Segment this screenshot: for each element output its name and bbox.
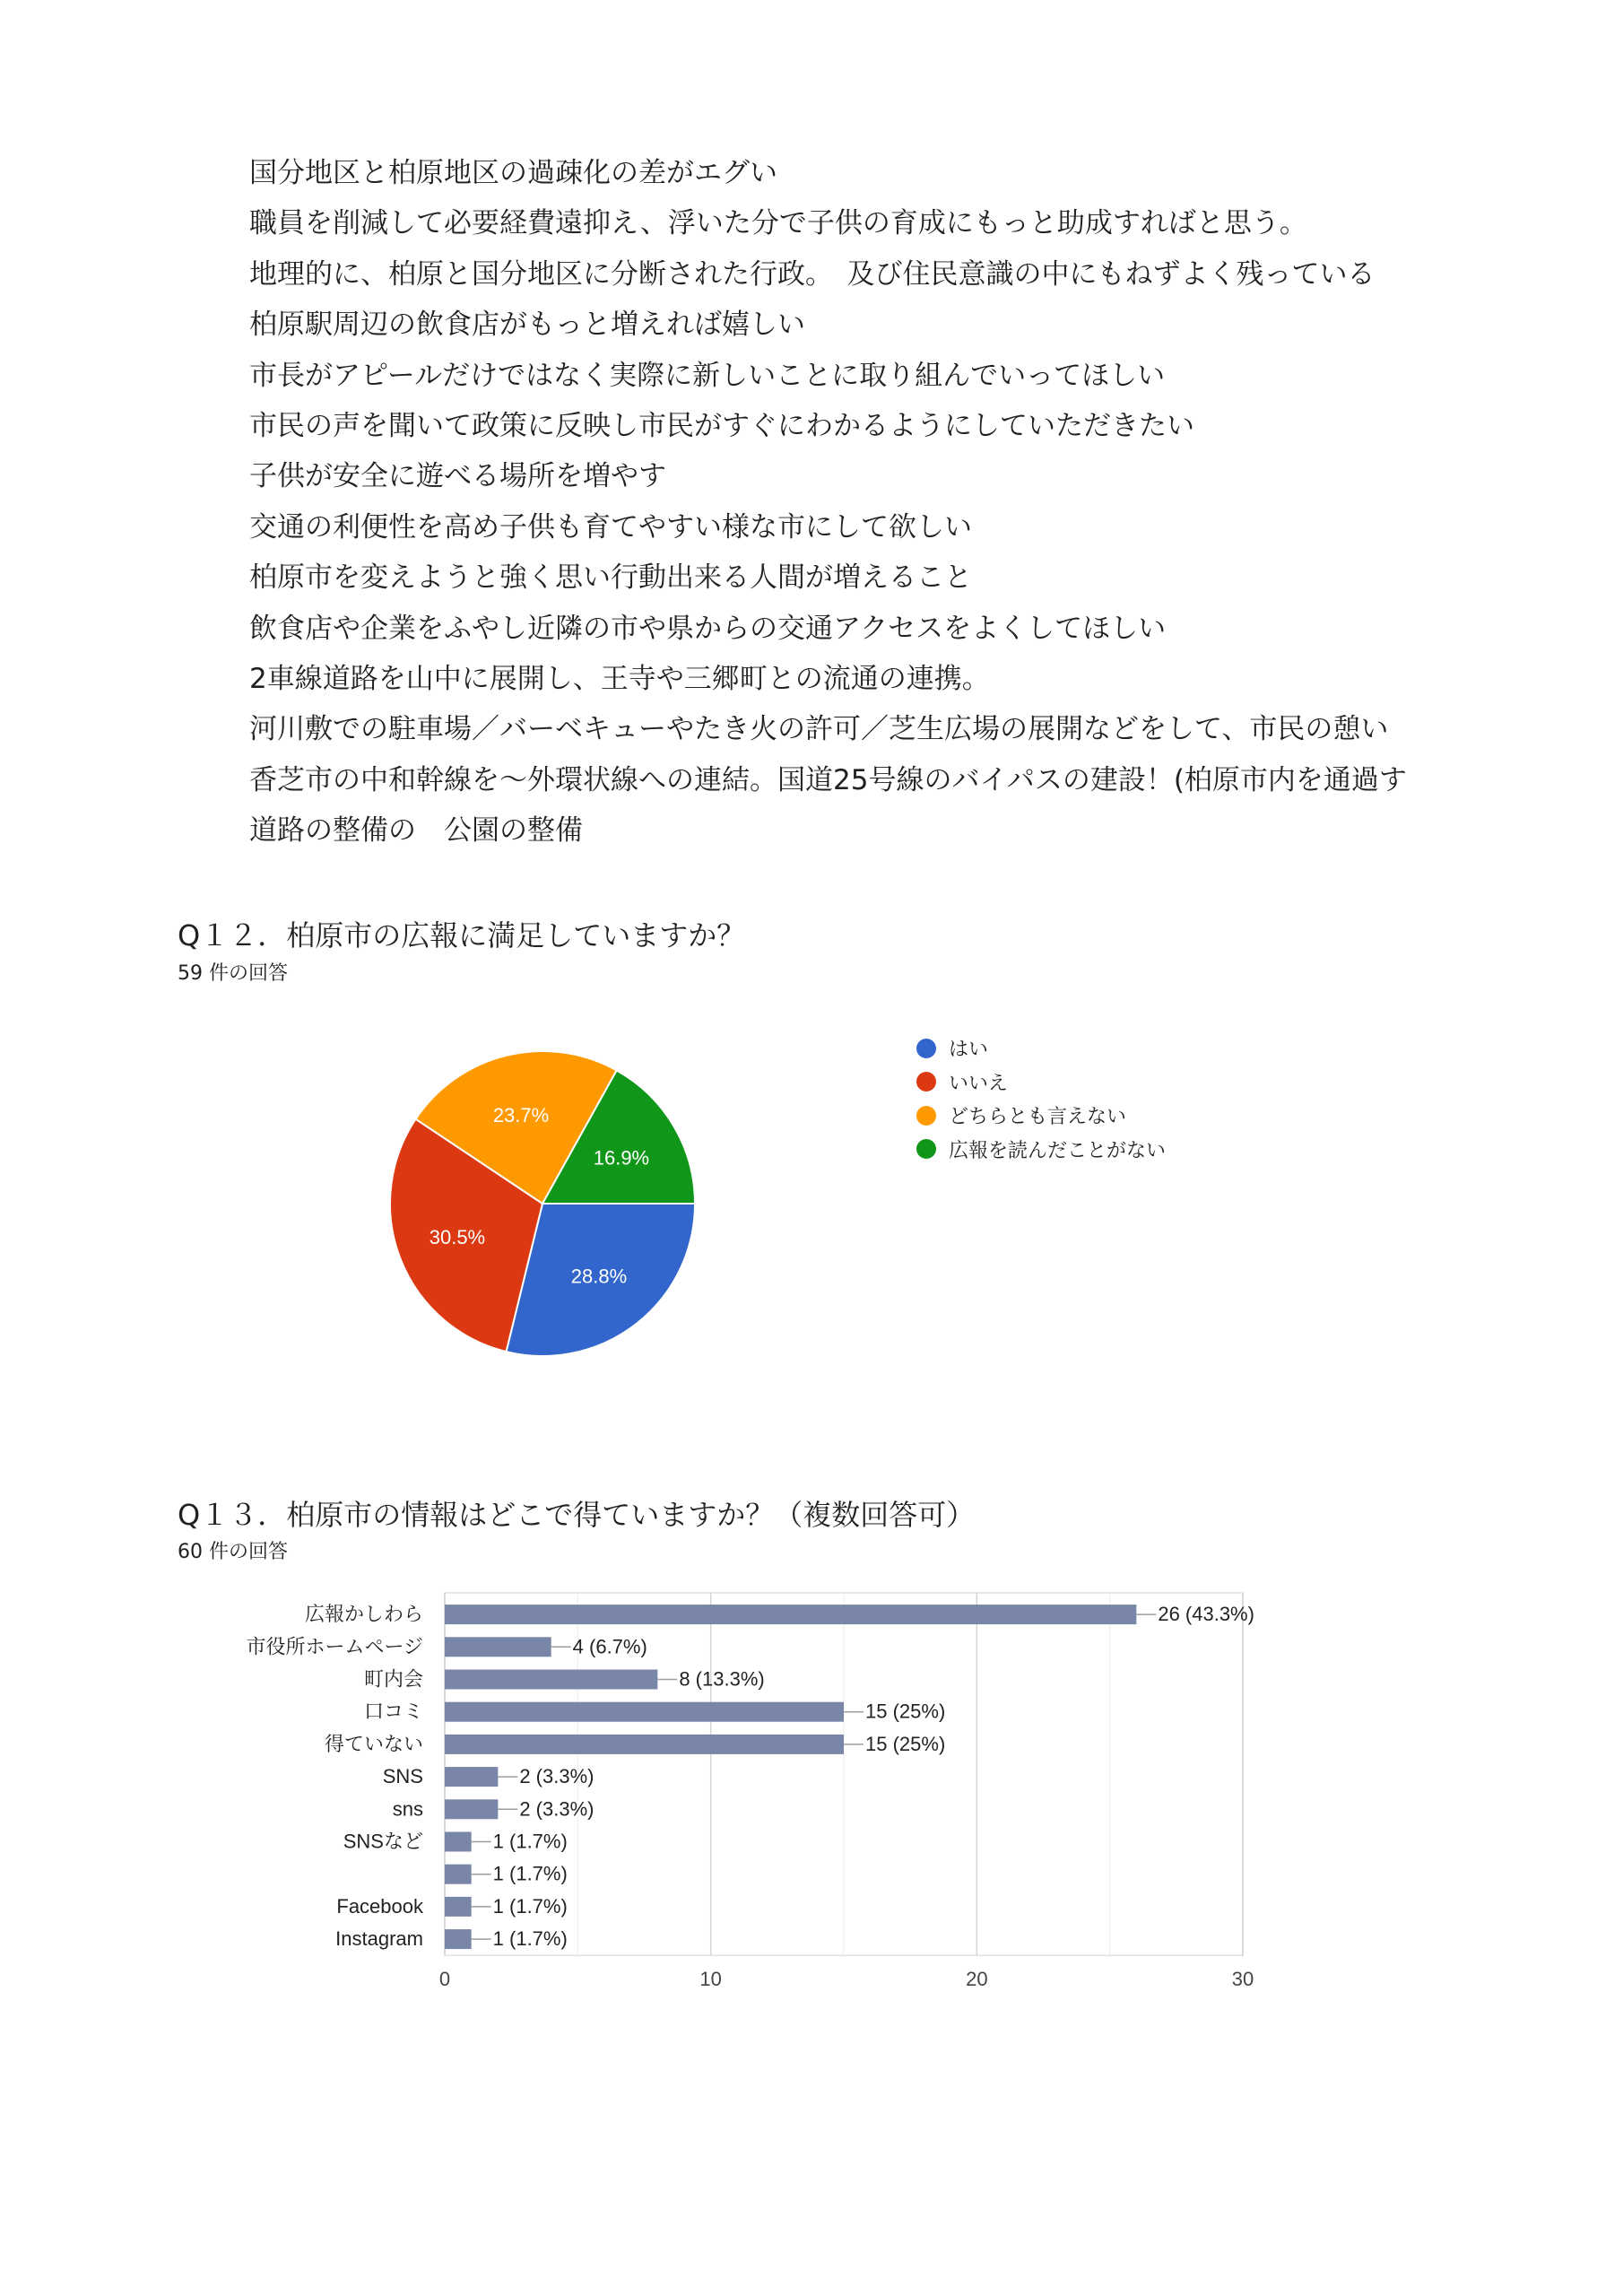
legend-swatch-icon (916, 1139, 936, 1159)
legend-swatch-icon (916, 1106, 936, 1126)
legend-label: はい (949, 1039, 989, 1062)
y-category-label: SNSなど (343, 1830, 423, 1853)
y-category-label: 口コミ (363, 1700, 423, 1723)
bar-value-label: 8 (13.3%) (679, 1667, 765, 1691)
response-line: 職員を削減して必要経費遠抑え、浮いた分で子供の育成にもっと助成すればと思う。 (249, 207, 1307, 240)
response-line: 柏原市を変えようと強く思い行動出来る人間が増えること (249, 561, 972, 595)
q13-response-count: 60 件の回答 (178, 1541, 288, 1563)
legend-label: 広報を読んだことがない (949, 1139, 1167, 1162)
bar-value-label: 2 (3.3%) (519, 1797, 595, 1821)
legend-item (916, 1031, 1166, 1065)
q12-pie-chart (377, 1031, 735, 1390)
x-tick-label: 30 (1231, 1968, 1254, 1991)
bar (445, 1735, 844, 1754)
bar (445, 1670, 657, 1690)
legend-item (916, 1065, 1166, 1100)
legend-swatch-icon (916, 1039, 936, 1058)
legend-label: いいえ (949, 1072, 1009, 1095)
response-list (249, 148, 1480, 856)
bar-value-label: 4 (6.7%) (572, 1635, 647, 1658)
q13-title: Q１３．柏原市の情報はどこで得ていますか？（複数回答可） (178, 1498, 976, 1532)
bar (445, 1637, 551, 1657)
q12-title: Q１２．柏原市の広報に満足していますか？ (178, 918, 746, 952)
bar (445, 1799, 498, 1819)
bar-value-label: 26 (43.3%) (1158, 1603, 1254, 1626)
bar (445, 1897, 472, 1917)
pie-slice-label: 28.8% (570, 1265, 628, 1288)
y-category-label: 町内会 (363, 1667, 423, 1691)
response-line: 市民の声を聞いて政策に反映し市民がすぐにわかるようにしていただきたい (249, 409, 1194, 442)
response-line: 河川敷での駐車場／バーベキューやたき火の許可／芝生広場の展開などをして、市民の憩い (249, 713, 1389, 746)
y-category-label: sns (392, 1797, 423, 1821)
x-tick-label: 0 (438, 1968, 451, 1991)
pie-slice-label: 16.9% (593, 1146, 650, 1170)
y-category-label: SNS (382, 1765, 423, 1788)
q13-bar-chart (215, 1578, 1309, 2009)
legend-item (916, 1133, 1166, 1167)
bar (445, 1702, 844, 1722)
legend-label: どちらとも言えない (949, 1106, 1127, 1129)
q12-response-count: 59 件の回答 (178, 962, 288, 985)
x-tick-label: 10 (699, 1968, 722, 1991)
y-category-label: Facebook (336, 1894, 423, 1918)
bar (445, 1865, 472, 1884)
bar-value-label: 15 (25%) (865, 1700, 946, 1723)
y-category-label: 得ていない (324, 1732, 423, 1755)
bar-value-label: 1 (1.7%) (492, 1862, 568, 1885)
y-category-label: 市役所ホームページ (246, 1635, 423, 1658)
bar (445, 1832, 472, 1852)
x-tick-label: 20 (966, 1968, 988, 1991)
response-line: 市長がアピールだけではなく実際に新しいことに取り組んでいってほしい (249, 359, 1166, 392)
pie-slice-label: 23.7% (492, 1103, 550, 1126)
response-line: 飲食店や企業をふやし近隣の市や県からの交通アクセスをよくしてほしい (249, 612, 1167, 645)
response-line: 2車線道路を山中に展開し、王寺や三郷町との流通の連携。 (249, 662, 990, 695)
response-line: 香芝市の中和幹線を～外環状線への連結。国道25号線のバイパスの建設！(柏原市内を通過す (249, 763, 1407, 796)
q12-legend (916, 1031, 1166, 1166)
bar (445, 1929, 472, 1949)
bar (445, 1605, 1136, 1624)
y-category-label: 広報かしわら (304, 1603, 423, 1626)
pie-slice-label: 30.5% (429, 1225, 486, 1248)
response-line: 交通の利便性を高め子供も育てやすい様な市にして欲しい (249, 510, 972, 544)
legend-item (916, 1099, 1166, 1133)
response-line: 柏原駅周辺の飲食店がもっと増えれば嬉しい (249, 309, 805, 342)
bar-value-label: 2 (3.3%) (519, 1765, 595, 1788)
response-line: 子供が安全に遊べる場所を増やす (249, 460, 666, 493)
y-category-label: Instagram (335, 1927, 423, 1951)
legend-swatch-icon (916, 1072, 936, 1091)
bar-value-label: 15 (25%) (865, 1732, 946, 1755)
bar (445, 1767, 498, 1787)
bar-value-label: 1 (1.7%) (492, 1894, 568, 1918)
bar-value-label: 1 (1.7%) (492, 1830, 568, 1853)
response-line: 道路の整備の 公園の整備 (249, 814, 583, 848)
bar-value-label: 1 (1.7%) (492, 1927, 568, 1951)
response-line: 地理的に、柏原と国分地区に分断された行政。 及び住民意識の中にもねずよく残っている (249, 257, 1376, 291)
response-line: 国分地区と柏原地区の過疎化の差がエグい (249, 157, 777, 189)
